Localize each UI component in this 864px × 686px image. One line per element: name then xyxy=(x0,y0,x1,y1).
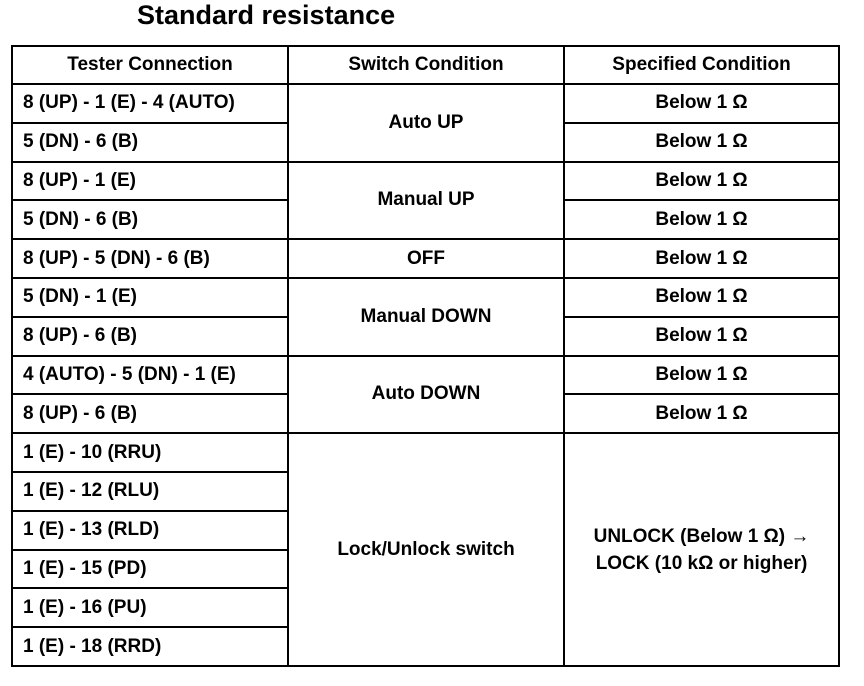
table-row xyxy=(12,162,839,201)
header-specified-condition: Specified Condition xyxy=(564,46,839,84)
tester-connection-cell: 8 (UP) - 1 (E) xyxy=(12,162,288,201)
tester-connection-cell: 1 (E) - 13 (RLD) xyxy=(12,511,288,550)
lock-specified-line-2: LOCK (10 kΩ or higher) xyxy=(595,552,808,574)
tester-connection-cell: 1 (E) - 12 (RLU) xyxy=(12,472,288,511)
switch-condition-cell: Manual UP xyxy=(288,162,564,240)
tester-connection-cell: 1 (E) - 15 (PD) xyxy=(12,550,288,589)
specified-condition-cell: Below 1 Ω xyxy=(564,394,839,433)
switch-condition-cell: Manual DOWN xyxy=(288,278,564,356)
page-title: Standard resistance xyxy=(137,0,396,30)
specified-condition-cell: Below 1 Ω xyxy=(564,200,839,239)
table-row xyxy=(12,84,839,123)
tester-connection-cell: 5 (DN) - 6 (B) xyxy=(12,200,288,239)
table-row xyxy=(12,278,839,317)
tester-connection-cell: 4 (AUTO) - 5 (DN) - 1 (E) xyxy=(12,356,288,395)
switch-condition-cell: OFF xyxy=(288,239,564,278)
tester-connection-cell: 5 (DN) - 6 (B) xyxy=(12,123,288,162)
tester-connection-cell: 8 (UP) - 1 (E) - 4 (AUTO) xyxy=(12,84,288,123)
table-row xyxy=(12,356,839,395)
tester-connection-cell: 5 (DN) - 1 (E) xyxy=(12,278,288,317)
switch-condition-cell: Auto DOWN xyxy=(288,356,564,434)
specified-condition-cell: Below 1 Ω xyxy=(564,84,839,123)
specified-condition-cell: Below 1 Ω xyxy=(564,123,839,162)
tester-connection-cell: 1 (E) - 16 (PU) xyxy=(12,588,288,627)
header-tester-connection: Tester Connection xyxy=(12,46,288,84)
specified-condition-cell: Below 1 Ω xyxy=(564,317,839,356)
switch-condition-cell: Lock/Unlock switch xyxy=(288,433,564,666)
table-header-row xyxy=(12,46,839,84)
switch-condition-cell: Auto UP xyxy=(288,84,564,162)
lock-specified-condition-cell xyxy=(564,433,839,666)
lock-specified-line-1: UNLOCK (Below 1 Ω) → xyxy=(593,525,810,547)
tester-connection-cell: 1 (E) - 10 (RRU) xyxy=(12,433,288,472)
standard-resistance-table xyxy=(11,45,840,667)
table-row xyxy=(12,239,839,278)
tester-connection-cell: 1 (E) - 18 (RRD) xyxy=(12,627,288,666)
tester-connection-cell: 8 (UP) - 6 (B) xyxy=(12,394,288,433)
specified-condition-cell: Below 1 Ω xyxy=(564,278,839,317)
header-switch-condition: Switch Condition xyxy=(288,46,564,84)
specified-condition-cell: Below 1 Ω xyxy=(564,162,839,201)
specified-condition-cell: Below 1 Ω xyxy=(564,239,839,278)
specified-condition-cell: Below 1 Ω xyxy=(564,356,839,395)
tester-connection-cell: 8 (UP) - 6 (B) xyxy=(12,317,288,356)
tester-connection-cell: 8 (UP) - 5 (DN) - 6 (B) xyxy=(12,239,288,278)
table-row xyxy=(12,433,839,472)
